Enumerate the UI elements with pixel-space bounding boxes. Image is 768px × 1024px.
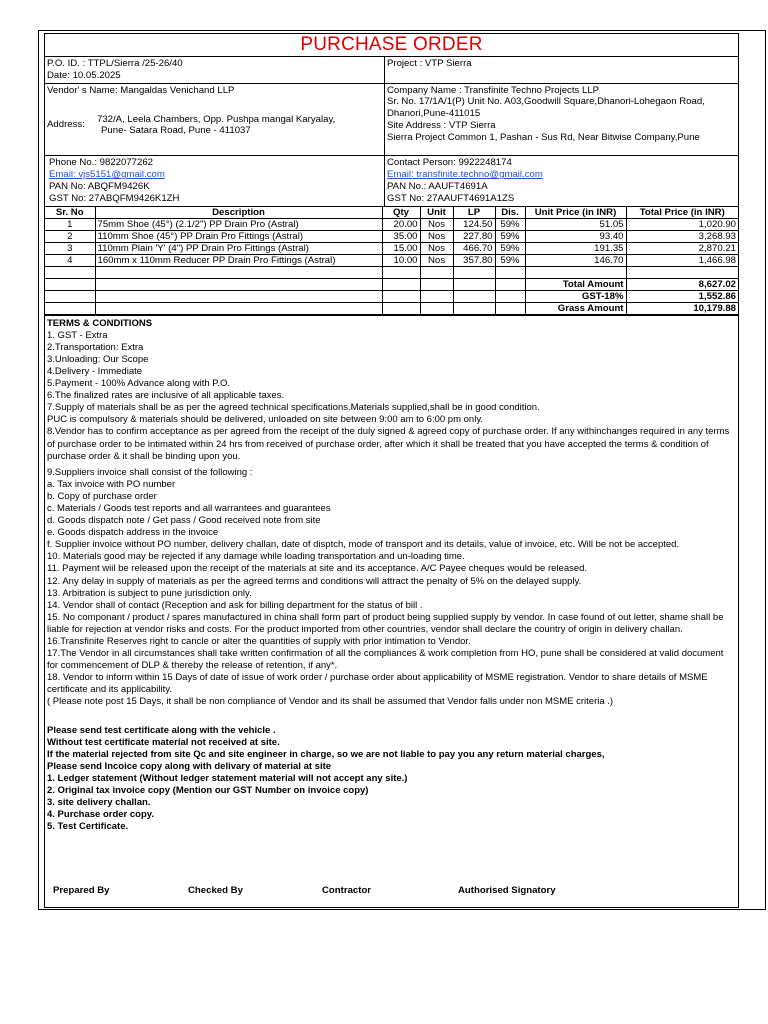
prepared-by-label: Prepared By (53, 885, 110, 896)
company-gst: GST No: 27AAUFT4691A1ZS (387, 192, 515, 204)
cell-qty: 10.00 (382, 254, 420, 266)
instruction-item: 2. Original tax invoice copy (Mention our GST Number on invoice copy) (47, 785, 369, 797)
items-table (45, 207, 738, 315)
cell-sr: 2 (45, 230, 95, 242)
contact-row (45, 156, 738, 206)
po-id: P.O. ID. : TTPL/Sierra /25-26/40 (47, 58, 183, 69)
contact-person: Contact Person: 9922248174 (387, 157, 512, 169)
cell-description: 110mm Shoe (45°) PP Drain Pro Fittings (Astral) (95, 230, 382, 242)
instruction-item: Please send Incoice copy along with delivary of material at site (47, 760, 332, 772)
cell-unit-price: 146.70 (525, 254, 626, 266)
instruction-item: 1. Ledger statement (Without ledger statement material will not accept any site.) (47, 772, 408, 784)
company-email-link[interactable]: Email: transfinite.techno@gmail.com (387, 169, 543, 181)
term-item: ( Please note post 15 Days, it shall be non compliance of Vendor and its shall be assumed that Vendor falls under non MSME criteria .) (47, 696, 614, 708)
term-item: 6.The finalized rates are inclusive of all applicable taxes. (47, 390, 285, 402)
signature-row (53, 885, 578, 896)
cell-qty: 35.00 (382, 230, 420, 242)
col-header: Unit Price (in INR) (525, 207, 626, 219)
term-item: 2.Transportation: Extra (47, 341, 144, 353)
cell-description: 110mm Plain 'Y' (4") PP Drain Pro Fittings (Astral) (95, 242, 382, 254)
terms-section (45, 316, 738, 711)
table-row (45, 242, 738, 254)
project-name: Project : VTP Sierra (387, 58, 472, 69)
contractor-label: Contractor (322, 885, 372, 896)
company-pan: PAN No.: AAUFT4691A (387, 180, 488, 192)
party-address-row (45, 84, 738, 157)
spacer (45, 711, 738, 725)
term-item: 16.Transfinite Reserves right to cancle or alter the quantities of supply with prior intimation to Vendor. (47, 636, 471, 648)
term-item: 12. Any delay in supply of materials as per the agreed terms and conditions will attract the penalty of 5% on the delayed supply. (47, 575, 582, 587)
company-address-1: Sr. No. 17/1A/1(P) Unit No. A03,Goodwill Square,Dhanori-Lohegaon Road, (387, 96, 705, 108)
col-header: Sr. No (45, 207, 95, 219)
site-address: Site Address : VTP Sierra (387, 119, 496, 131)
cell-sr: 1 (45, 218, 95, 230)
cell-qty: 15.00 (382, 242, 420, 254)
gst-label: GST-18% (525, 290, 626, 302)
term-item: 13. Arbitration is subject to pune jurisdiction only. (47, 587, 252, 599)
company-contact (385, 156, 738, 205)
term-item: 5.Payment - 100% Advance along with P.O. (47, 378, 231, 390)
col-header: Dis. (495, 207, 525, 219)
instruction-item: 5. Test Certificate. (47, 821, 129, 833)
col-header: LP (453, 207, 495, 219)
term-item: PUC is compulsory & materials should be delivered, unloaded on site between 9:00 am to 6:00 pm only. (47, 414, 484, 426)
po-info (45, 57, 385, 83)
vendor-address (47, 96, 382, 154)
instruction-item: Without test certificate material not received at site. (47, 736, 280, 748)
cell-description: 160mm x 110mm Reducer PP Drain Pro Fittings (Astral) (95, 254, 382, 266)
cell-discount: 59% (495, 242, 525, 254)
term-item: b. Copy of purchase order (47, 490, 157, 502)
gst-value: 1,552.86 (626, 290, 738, 302)
instruction-item: Please send test certificate along with the vehicle . (47, 724, 276, 736)
cell-sr: 4 (45, 254, 95, 266)
cell-sr: 3 (45, 242, 95, 254)
cell-total-price: 1,020.90 (626, 218, 738, 230)
gross-amount-label: Grass Amount (525, 302, 626, 314)
term-item: c. Materials / Goods test reports and all warrantees and guarantees (47, 502, 331, 514)
po-date: Date: 10.05.2025 (47, 69, 121, 81)
term-item: 8.Vendor has to confirm acceptance as per agreed from the receipt of the duly signed & agreed copy of purchase order. If any withinchanges required in any terms of purchase order to be intimated within 24 hrs from received of purchase order, after which it shall be treated that you have accepted the terms & condition of purchase order & it shall be binding upon you. (47, 426, 730, 462)
vendor-gst: GST No: 27ABQFM9426K1ZH (49, 192, 180, 204)
col-header: Unit (420, 207, 453, 219)
purchase-order-document (44, 33, 739, 908)
vendor-pan: PAN No: ABQFM9426K (49, 180, 150, 192)
address-label: Address: (47, 119, 85, 131)
term-item: f. Supplier invoice without PO number, delivery challan, date of disptch, mode of transport and its details, value of invoice, etc. Will be not be accepted. (47, 539, 680, 551)
authorised-signatory-label: Authorised Signatory (458, 885, 556, 896)
table-row (45, 230, 738, 242)
blank-row (45, 266, 738, 278)
company-address-2: Dhanori,Pune-411015 (387, 108, 481, 120)
instruction-item: 3. site delivery challan. (47, 797, 151, 809)
table-row (45, 218, 738, 230)
company-name: Company Name : Transfinite Techno Projects LLP (387, 84, 600, 96)
gross-amount-value: 10,179.88 (626, 302, 738, 314)
cell-unit-price: 191.35 (525, 242, 626, 254)
gross-row (45, 302, 738, 314)
cell-total-price: 1,466.98 (626, 254, 738, 266)
term-item: 18. Vendor to inform within 15 Days of date of issue of work order / purchase order about applicability of MSME registration. Vendor to share details of MSME certificate and its applicability. (47, 672, 708, 696)
cell-unit-price: 51.05 (525, 218, 626, 230)
instruction-item: 4. Purchase order copy. (47, 809, 155, 821)
address-text (95, 114, 382, 138)
term-item: 14. Vendor shall of contact (Reception and ask for billing department for the status of bill . (47, 599, 423, 611)
cell-unit: Nos (420, 218, 453, 230)
terms-heading: TERMS & CONDITIONS (47, 317, 153, 329)
col-header: Description (95, 207, 382, 219)
term-item: 9.Suppliers invoice shall consist of the following : (47, 466, 253, 478)
table-header-row (45, 207, 738, 219)
cell-lp: 466.70 (453, 242, 495, 254)
cell-unit-price: 93.40 (525, 230, 626, 242)
cell-discount: 59% (495, 254, 525, 266)
col-header: Total Price (in INR) (626, 207, 738, 219)
cell-total-price: 2,870.21 (626, 242, 738, 254)
term-item: 11. Payment wiil be released upon the receipt of the materials at site and its acceptance. A/C Payee cheques would be released. (47, 563, 588, 575)
cell-discount: 59% (495, 218, 525, 230)
cell-unit: Nos (420, 230, 453, 242)
term-item: 7.Supply of materials shall be as per the agreed technical specifications.Materials supplied,shall be in good condition. (47, 402, 540, 414)
project-info (385, 57, 738, 83)
site-address-line: Sierra Project Common 1, Pashan - Sus Rd, Near Bitwise Company,Pune (387, 131, 700, 143)
cell-discount: 59% (495, 230, 525, 242)
term-item: 15. No componant / product / spares manufactured in china shall form part of product being supplied supply by vendor. In case found of out letter, shame shall be liable for rejection at vendor risks and costs. For the product imported from other countries, vendor shall declare the country of origin in delivery challan. (47, 611, 724, 635)
checked-by-label: Checked By (188, 885, 243, 896)
cell-qty: 20.00 (382, 218, 420, 230)
po-header-row (45, 57, 738, 84)
instruction-item: If the material rejected from site Qc and site engineer in charge, so we are not liable to pay you any return material charges, (47, 748, 605, 760)
vendor-name: Vendor' s Name: Mangaldas Venichand LLP (47, 84, 235, 96)
term-item: e. Goods dispatch address in the invoice (47, 527, 219, 539)
term-item: 17.The Vendor in all circumstances shall take written confirmation of all the compliances & work completion from HO, pune shall be considered at valid document for commencement of DLP & thereby the release of retention, if any*. (47, 648, 724, 672)
col-header: Qty (382, 207, 420, 219)
gst-row (45, 290, 738, 302)
cell-lp: 357.80 (453, 254, 495, 266)
address-line-1: 732/A, Leela Chambers, Opp. Pushpa mangal Karyalay, (97, 113, 336, 125)
cell-lp: 227.80 (453, 230, 495, 242)
total-amount-value: 8,627.02 (626, 278, 738, 290)
total-row (45, 278, 738, 290)
table-row (45, 254, 738, 266)
address-line-2: Pune- Satara Road, Pune - 411037 (101, 125, 251, 137)
term-item: 3.Unloading: Our Scope (47, 353, 149, 365)
document-title: PURCHASE ORDER (45, 34, 738, 57)
term-item: a. Tax invoice with PO number (47, 478, 176, 490)
cell-total-price: 3,268.93 (626, 230, 738, 242)
term-item: 4.Delivery - Immediate (47, 365, 143, 377)
term-item: d. Goods dispatch note / Get pass / Good received note from site (47, 515, 321, 527)
company-block (385, 84, 738, 156)
vendor-contact (45, 156, 385, 205)
term-item: 10. Materials good may be rejected if any damage while loading transportation and un-loading time. (47, 551, 465, 563)
cell-unit: Nos (420, 242, 453, 254)
cell-description: 75mm Shoe (45°) (2.1/2") PP Drain Pro (Astral) (95, 218, 382, 230)
vendor-email-link[interactable]: Email: vjs5151@gmail.com (49, 169, 165, 181)
vendor-phone: Phone No.: 9822077262 (49, 157, 154, 169)
cell-unit: Nos (420, 254, 453, 266)
items-table-wrap (45, 207, 738, 316)
term-item: 1. GST - Extra (47, 329, 108, 341)
cell-lp: 124.50 (453, 218, 495, 230)
vendor-block (45, 84, 385, 156)
total-amount-label: Total Amount (525, 278, 626, 290)
instructions-section (45, 725, 738, 834)
